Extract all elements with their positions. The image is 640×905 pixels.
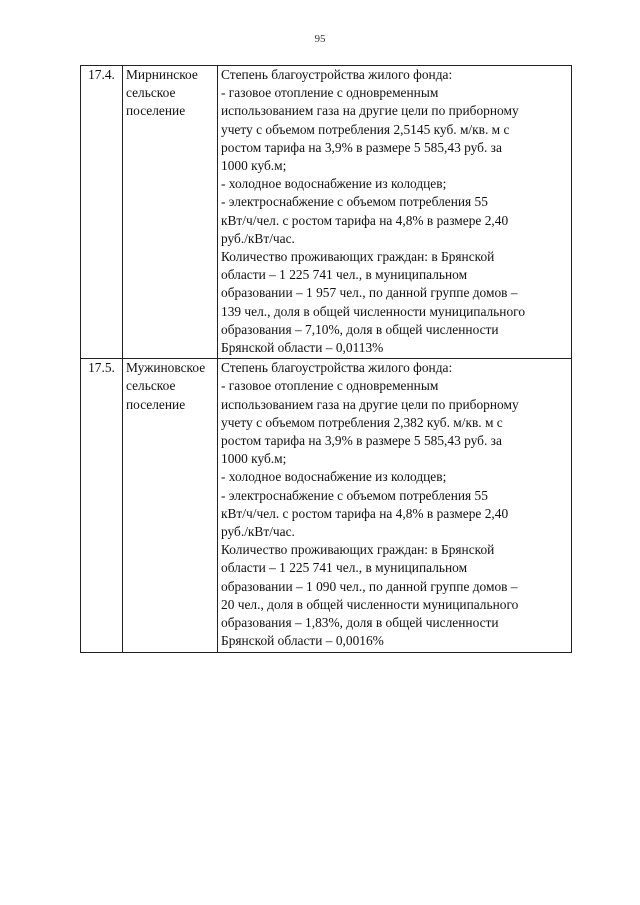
description-line: руб./кВт/час. [221, 524, 295, 540]
table-body [81, 66, 572, 653]
page-number: 95 [314, 33, 326, 45]
description-line: Брянской области – 0,0016% [221, 633, 384, 649]
description-line: - холодное водоснабжение из колодцев; [221, 176, 447, 192]
row-number: 17.5. [88, 360, 115, 376]
description-line: Степень благоустройства жилого фонда: [221, 67, 453, 82]
description-line: учету с объемом потребления 2,382 куб. м/кв. м с [221, 414, 503, 430]
description-line: образовании – 1 957 чел., по данной группе домов – [221, 285, 518, 301]
description-line: образования – 7,10%, доля в общей численности [221, 321, 499, 337]
description-cell [218, 66, 572, 359]
description-line: - электроснабжение с объемом потребления 55 [221, 487, 488, 503]
description-line: области – 1 225 741 чел., в муниципальном [221, 267, 468, 283]
description-line: области – 1 225 741 чел., в муниципальном [221, 560, 468, 576]
row-number-cell [81, 66, 123, 359]
description-line: - газовое отопление с одновременным [221, 378, 439, 394]
settlement-name-line: сельское [126, 85, 176, 101]
table-row [81, 359, 572, 652]
description-line: использованием газа на другие цели по приборному [221, 103, 519, 119]
settlement-name-cell [123, 66, 218, 359]
table-row [81, 66, 572, 359]
description-line: учету с объемом потребления 2,5145 куб. м/кв. м с [221, 121, 510, 137]
description-line: 20 чел., доля в общей численности муниципального [221, 596, 519, 612]
settlement-name-line: сельское [126, 378, 176, 394]
description-line: 139 чел., доля в общей численности муниципального [221, 303, 526, 319]
description-line: ростом тарифа на 3,9% в размере 5 585,43 руб. за [221, 433, 502, 449]
description-line: кВт/ч/чел. с ростом тарифа на 4,8% в размере 2,40 [221, 505, 509, 521]
settlement-name-line: поселение [126, 396, 186, 412]
settlement-name-line: поселение [126, 103, 186, 119]
description-line: образовании – 1 090 чел., по данной группе домов – [221, 578, 518, 594]
description-line: - газовое отопление с одновременным [221, 85, 439, 101]
description-line: - электроснабжение с объемом потребления 55 [221, 194, 488, 210]
description-line: использованием газа на другие цели по приборному [221, 396, 519, 412]
description-cell [218, 359, 572, 652]
row-number: 17.4. [88, 67, 115, 82]
description-line: Брянской области – 0,0113% [221, 340, 384, 356]
description-line: 1000 куб.м; [221, 158, 287, 174]
settlements-table [80, 65, 572, 653]
description-line: кВт/ч/чел. с ростом тарифа на 4,8% в размере 2,40 [221, 212, 509, 228]
description-line: образования – 1,83%, доля в общей численности [221, 615, 499, 631]
description-line: руб./кВт/час. [221, 230, 295, 246]
description-line: 1000 куб.м; [221, 451, 287, 467]
description-line: Степень благоустройства жилого фонда: [221, 360, 453, 376]
description-line: ростом тарифа на 3,9% в размере 5 585,43 руб. за [221, 139, 502, 155]
settlement-name-line: Мужиновское [126, 360, 206, 376]
row-number-cell [81, 359, 123, 652]
settlement-name-line: Мирнинское [126, 67, 198, 82]
settlement-name-cell [123, 359, 218, 652]
description-line: - холодное водоснабжение из колодцев; [221, 469, 447, 485]
description-line: Количество проживающих граждан: в Брянской [221, 249, 495, 265]
description-line: Количество проживающих граждан: в Брянской [221, 542, 495, 558]
